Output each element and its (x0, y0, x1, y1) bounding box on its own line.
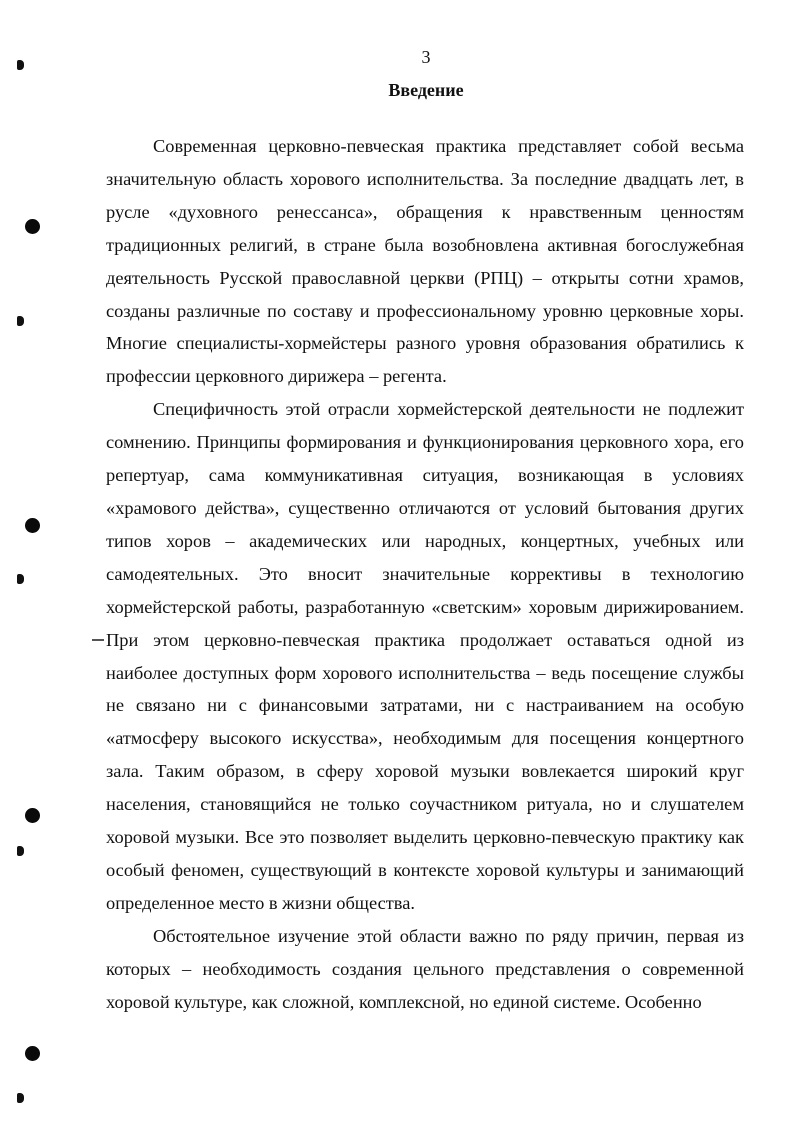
page-number: 3 (421, 47, 431, 67)
punch-hole-mark (25, 808, 40, 823)
punch-hole-mark (25, 518, 40, 533)
scan-artifact (92, 639, 104, 641)
section-heading: Введение (388, 80, 464, 100)
paragraph: Обстоятельное изучение этой области важно по ряду причин, первая из которых – необходимость создания цельного представления о современной хоровой культуре, как сложной, комплексной, но единой системе. Особенно (106, 925, 744, 1012)
body-text (106, 130, 744, 1018)
binding-edge-mark (17, 846, 24, 856)
paragraph: Специфичность этой отрасли хормейстерской деятельности не подлежит сомнению. Принципы формирования и функционирования церковного хора, его репертуар, сама коммуникативная ситуация, возникающая в условиях «храмового действа», существенно отличаются от условий бытования других типов хоров – академических или народных, концертных, учебных или самодеятельных. Это вносит значительные коррективы в технологию хормейстерской работы, разработанную «светским» хоровым дирижированием. При этом церковно-певческая практика продолжает оставаться одной из наиболее доступных форм хорового исполнительства – ведь посещение службы не связано ни с финансовыми затратами, ни с настраиванием на особую «атмосферу высокого искусства», необходимым для посещения концертного зала. Таким образом, в сферу хоровой музыки вовлекается широкий круг населения, становящийся не только соучастником ритуала, но и слушателем хоровой музыки. Все это позволяет выделить церковно-певческую практику как особый феномен, существующий в контексте хоровой культуры и занимающий определенное место в жизни общества. (106, 399, 744, 913)
binding-edge-mark (17, 1093, 24, 1103)
punch-hole-mark (25, 219, 40, 234)
paragraph: Современная церковно-певческая практика представляет собой весьма значительную область хорового исполнительства. За последние двадцать лет, в русле «духовного ренессанса», обращения к нравственным ценностям традиционных религий, в стране была возобновлена активная богослужебная деятельность Русской православной церкви (РПЦ) – открыты сотни храмов, созданы различные по составу и профессиональному уровню церковные хоры. Многие специалисты-хормейстеры разного уровня образования обратились к профессии церковного дирижера – регента. (106, 136, 744, 387)
binding-edge-mark (17, 574, 24, 584)
binding-edge-mark (17, 316, 24, 326)
punch-hole-mark (25, 1046, 40, 1061)
